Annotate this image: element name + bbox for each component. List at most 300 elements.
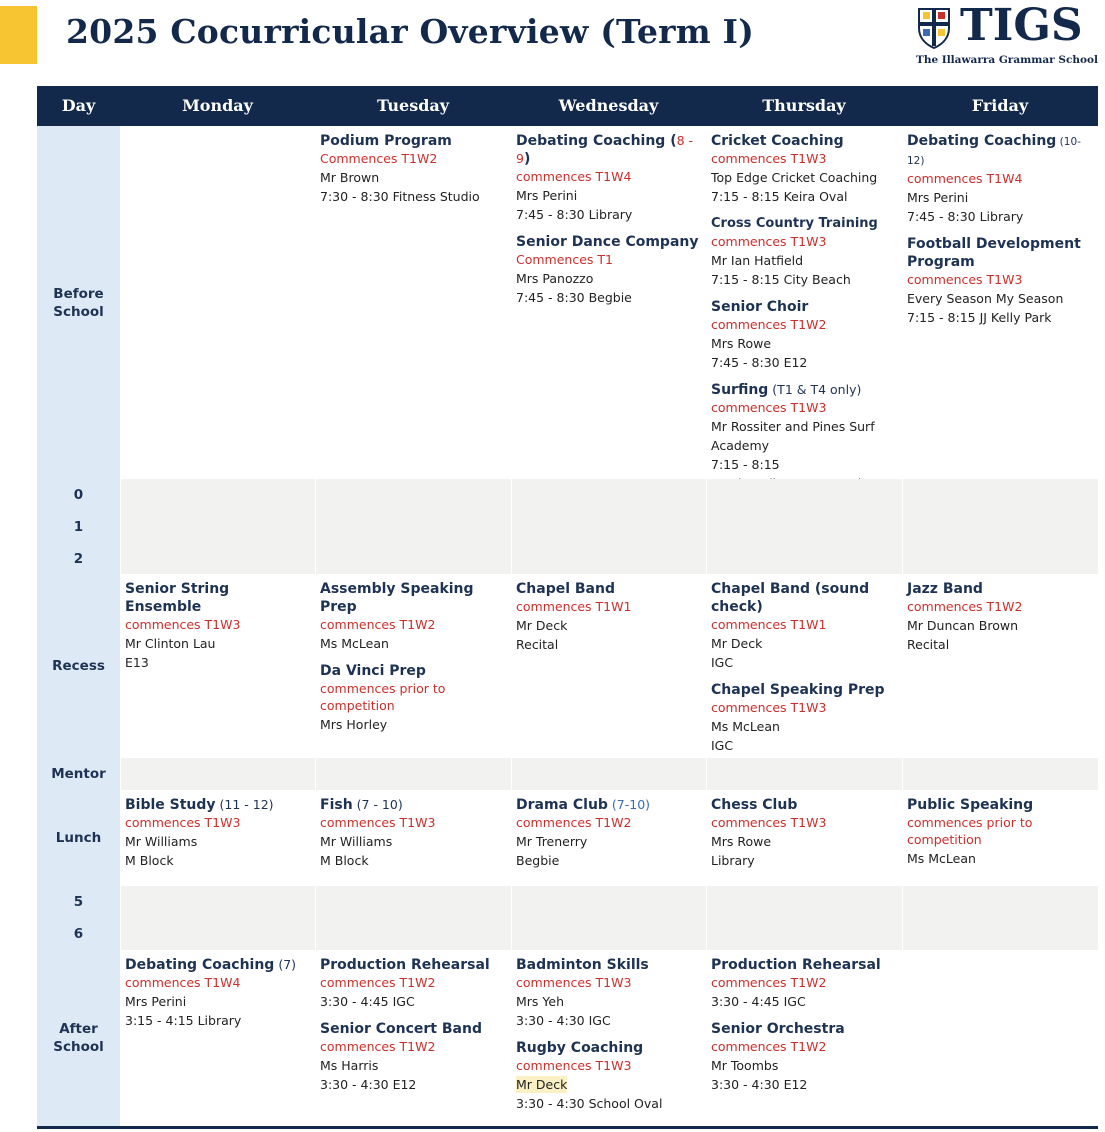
activity-detail: Library	[711, 853, 755, 868]
activity-detail: 7:15 - 8:15	[711, 457, 780, 472]
schedule-cell	[706, 790, 902, 886]
activity-year-range: (7 - 10)	[352, 797, 403, 812]
activity-detail: Mrs Perini	[125, 994, 187, 1009]
commence-note: commences T1W2	[320, 617, 436, 632]
activity-entry	[125, 796, 310, 869]
activity-detail-row	[711, 735, 897, 754]
schedule-cell	[120, 886, 315, 918]
activity-detail-row	[711, 333, 897, 352]
commence-note: commences T1W3	[907, 272, 1023, 287]
schedule-cell	[120, 950, 315, 1126]
activity-detail-row	[125, 831, 310, 850]
activity-name: Public Speaking	[907, 797, 1034, 813]
commence-note: commences T1W2	[711, 317, 827, 332]
table-header-row	[37, 86, 1098, 126]
activity-detail-row	[320, 1055, 506, 1074]
activity-title	[125, 580, 310, 616]
activity-detail-row	[711, 991, 897, 1010]
school-crest-icon	[916, 6, 952, 50]
activity-detail-row	[516, 850, 701, 869]
activity-title	[907, 235, 1093, 271]
activity-entry	[516, 796, 701, 869]
schedule-cell	[511, 918, 706, 950]
column-header-day: Day	[61, 96, 96, 115]
activity-detail: 3:15 - 4:15 Library	[125, 1013, 242, 1028]
activity-detail: M Block	[320, 853, 369, 868]
activity-year-range: 8 - 9	[516, 133, 694, 166]
activity-detail: Ms Harris	[320, 1058, 379, 1073]
day-label: 0	[37, 479, 120, 511]
activity-detail: Mrs Perini	[516, 188, 578, 203]
activity-entry	[516, 580, 701, 653]
activity-detail: 3:30 - 4:30 IGC	[516, 1013, 611, 1028]
activity-detail-row	[320, 186, 506, 205]
activity-detail-row	[711, 633, 897, 652]
school-logo	[912, 0, 1098, 68]
activity-entry	[320, 956, 506, 1010]
schedule-cell	[706, 126, 902, 479]
activity-name: Senior Orchestra	[711, 1021, 845, 1037]
activity-entry	[320, 796, 506, 869]
activity-title	[516, 132, 701, 168]
activity-name: Surfing	[711, 382, 769, 398]
activity-detail: Mr Brown	[320, 170, 380, 185]
activity-detail-row	[907, 848, 1093, 867]
column-header-wednesday: Wednesday	[558, 96, 659, 115]
commence-note: commences T1W2	[711, 1039, 827, 1054]
activity-detail-row	[320, 1074, 506, 1093]
activity-detail-row	[516, 1093, 701, 1112]
activity-year-range: (7-10)	[607, 797, 651, 812]
schedule-cell	[120, 479, 315, 511]
activity-detail-row	[711, 831, 897, 850]
activity-title	[320, 662, 506, 680]
activity-entry	[516, 132, 701, 223]
day-label: 5	[37, 886, 120, 918]
activity-name: Podium Program	[320, 133, 452, 149]
column-header-tuesday: Tuesday	[376, 96, 450, 115]
activity-title	[907, 796, 1093, 814]
activity-title	[711, 381, 897, 399]
activity-detail: Mr Toombs	[711, 1058, 779, 1073]
activity-entry	[125, 956, 310, 1029]
table-row	[37, 950, 1098, 1126]
activity-detail-row	[516, 1010, 701, 1029]
activity-entry	[711, 580, 897, 671]
activity-detail-row	[907, 615, 1093, 634]
activity-detail: Mr Duncan Brown	[907, 618, 1019, 633]
commence-note: commences T1W3	[711, 815, 827, 830]
schedule-cell	[902, 126, 1098, 479]
activity-detail: Mr Deck	[516, 1077, 568, 1092]
activity-year-range-close: )	[523, 151, 531, 167]
schedule-cell	[902, 918, 1098, 950]
activity-detail-row	[320, 714, 506, 733]
activity-detail: Mr Rossiter and Pines Surf Academy	[711, 419, 875, 453]
activity-title	[320, 956, 506, 974]
activity-entry	[711, 215, 897, 288]
activity-entry	[907, 235, 1093, 326]
schedule-cell	[315, 126, 511, 479]
activity-detail-row	[711, 1074, 897, 1093]
activity-name: Rugby Coaching	[516, 1040, 644, 1056]
activity-detail: 7:15 - 8:15 Keira Oval	[711, 189, 848, 204]
schedule-cell	[902, 950, 1098, 1126]
activity-name: Fish	[320, 797, 353, 813]
column-header-friday: Friday	[971, 96, 1029, 115]
activity-detail: 7:45 - 8:30 Begbie	[516, 290, 632, 305]
logo-tagline: The Illawarra Grammar School	[916, 54, 1098, 66]
activity-entry	[320, 662, 506, 733]
commence-note: Commences T1	[516, 252, 613, 267]
table-row	[37, 479, 1098, 511]
schedule-cell	[315, 543, 511, 574]
activity-detail: 7:45 - 8:30 Library	[907, 209, 1024, 224]
schedule-cell	[902, 758, 1098, 790]
activity-name: Production Rehearsal	[320, 957, 490, 973]
schedule-cell	[120, 543, 315, 574]
commence-note: Commences T1W2	[320, 151, 438, 166]
activity-title	[711, 298, 897, 316]
commence-note: commences T1W3	[711, 151, 827, 166]
activity-detail-row	[516, 1074, 701, 1093]
activity-detail-row	[125, 991, 310, 1010]
activity-name: Chapel Speaking Prep	[711, 682, 885, 698]
activity-title	[320, 580, 506, 616]
schedule-cell	[120, 790, 315, 886]
day-label: Mentor	[37, 758, 120, 790]
day-label: 6	[37, 918, 120, 950]
activity-title	[711, 1020, 897, 1038]
activity-detail-row	[320, 850, 506, 869]
activity-title	[516, 1039, 701, 1057]
activity-detail-row	[907, 187, 1093, 206]
schedule-cell	[902, 543, 1098, 574]
day-label: After School	[37, 950, 120, 1126]
schedule-cell	[120, 758, 315, 790]
activity-detail: Every Season My Season	[907, 291, 1064, 306]
activity-name: Chapel Band	[516, 581, 615, 597]
activity-detail: Recital	[907, 637, 950, 652]
column-header-thursday: Thursday	[762, 96, 846, 115]
activity-entry	[320, 132, 506, 205]
activity-title	[320, 796, 506, 814]
activity-title	[516, 233, 701, 251]
activity-name: Senior String Ensemble	[125, 581, 230, 615]
activity-title	[125, 956, 310, 974]
activity-detail-row	[711, 250, 897, 269]
activity-name: Senior Choir	[711, 299, 809, 315]
activity-entry	[907, 132, 1093, 225]
activity-detail-row	[907, 288, 1093, 307]
table-row	[37, 543, 1098, 574]
activity-year-range: (11 - 12)	[215, 797, 274, 812]
activity-entry	[516, 1039, 701, 1112]
schedule-cell	[706, 511, 902, 543]
activity-title	[711, 681, 897, 699]
logo-wordmark: TIGS	[960, 0, 1083, 51]
activity-detail-row	[516, 634, 701, 653]
activity-detail: Mr Ian Hatfield	[711, 253, 804, 268]
schedule-cell	[511, 511, 706, 543]
activity-detail-row	[907, 307, 1093, 326]
activity-name: Assembly Speaking Prep	[320, 581, 474, 615]
table-row	[37, 126, 1098, 479]
activity-year-range: (10-12)	[907, 136, 1081, 167]
activity-detail-row	[711, 352, 897, 371]
schedule-cell	[315, 758, 511, 790]
schedule-cell	[706, 950, 902, 1126]
commence-note: commences T1W2	[320, 1039, 436, 1054]
accent-bar	[0, 6, 37, 64]
activity-entry	[711, 1020, 897, 1093]
activity-title	[516, 956, 701, 974]
activity-detail: Top Edge Cricket Coaching	[711, 170, 878, 185]
activity-year-range: (7)	[274, 957, 297, 972]
commence-note: commences T1W4	[125, 975, 241, 990]
activity-detail: 3:30 - 4:30 E12	[711, 1077, 808, 1092]
activity-title	[711, 132, 897, 150]
activity-detail-row	[711, 186, 897, 205]
activity-name: Senior Concert Band	[320, 1021, 482, 1037]
activity-title	[516, 796, 701, 814]
activity-entry	[516, 233, 701, 306]
schedule-cell	[511, 950, 706, 1126]
activity-detail: Mrs Horley	[320, 717, 388, 732]
schedule-cell	[511, 574, 706, 758]
schedule-cell	[706, 758, 902, 790]
activity-detail: Mrs Rowe	[711, 336, 772, 351]
activity-detail-row	[711, 416, 897, 454]
commence-note: commences T1W3	[125, 617, 241, 632]
commence-note: commences T1W3	[711, 700, 827, 715]
activity-detail-row	[320, 991, 506, 1010]
activity-title	[711, 215, 897, 233]
activity-title	[711, 796, 897, 814]
activity-title	[907, 580, 1093, 598]
day-label: Lunch	[37, 790, 120, 886]
activity-entry	[711, 132, 897, 205]
commence-note: commences T1W3	[711, 234, 827, 249]
commence-note: commences T1W3	[516, 1058, 632, 1073]
activity-detail-row	[711, 652, 897, 671]
commence-note: commences T1W2	[907, 599, 1023, 614]
schedule-cell	[902, 790, 1098, 886]
schedule-cell	[120, 574, 315, 758]
schedule-cell	[902, 574, 1098, 758]
page-title: 2025 Cocurricular Overview (Term I)	[66, 12, 755, 51]
activity-detail: Ms McLean	[907, 851, 976, 866]
commence-note: commences T1W2	[516, 815, 632, 830]
activity-detail-row	[516, 185, 701, 204]
activity-name: Chess Club	[711, 797, 798, 813]
activity-detail: 3:30 - 4:30 E12	[320, 1077, 417, 1092]
commence-note: commences T1W2	[711, 975, 827, 990]
commence-note: commences T1W3	[320, 815, 436, 830]
activity-entry	[711, 956, 897, 1010]
schedule-cell	[902, 886, 1098, 918]
activity-name: Debating Coaching (	[516, 133, 677, 149]
table-row	[37, 758, 1098, 790]
schedule-cell	[315, 790, 511, 886]
schedule-cell	[120, 511, 315, 543]
table-row	[37, 886, 1098, 918]
commence-note: commences prior to competition	[907, 815, 1033, 847]
activity-title	[320, 132, 506, 150]
activity-title	[907, 132, 1093, 170]
activity-detail: Mrs Rowe	[711, 834, 772, 849]
activity-detail-row	[711, 167, 897, 186]
table-row	[37, 511, 1098, 543]
activity-detail: 7:15 - 8:15 City Beach	[711, 272, 851, 287]
activity-detail: IGC	[711, 738, 734, 753]
commence-note: commences T1W2	[320, 975, 436, 990]
activity-entry	[516, 956, 701, 1029]
commence-note: commences T1W3	[125, 815, 241, 830]
activity-detail-row	[125, 1010, 310, 1029]
schedule-cell	[120, 126, 315, 479]
activity-detail-row	[516, 204, 701, 223]
schedule-cell	[706, 479, 902, 511]
schedule-cell	[706, 918, 902, 950]
schedule-cell	[706, 886, 902, 918]
activity-name: Cross Country Training	[711, 216, 878, 231]
activity-detail: Mrs Perini	[907, 190, 969, 205]
activity-detail-row	[516, 268, 701, 287]
commence-note: commences T1W1	[516, 599, 632, 614]
activity-detail: 7:45 - 8:30 E12	[711, 355, 808, 370]
activity-detail: Begbie	[516, 853, 560, 868]
commence-note: commences T1W3	[711, 400, 827, 415]
activity-detail: M Block	[125, 853, 174, 868]
activity-name: Production Rehearsal	[711, 957, 881, 973]
column-header-monday: Monday	[182, 96, 253, 115]
activity-detail: IGC	[711, 655, 734, 670]
activity-detail: Mrs Yeh	[516, 994, 564, 1009]
activity-detail: 3:30 - 4:30 School Oval	[516, 1096, 663, 1111]
activity-detail: Mr Deck	[516, 618, 568, 633]
activity-name: Badminton Skills	[516, 957, 649, 973]
activity-name: Jazz Band	[907, 581, 983, 597]
schedule-cell	[511, 886, 706, 918]
bottom-rule	[37, 1126, 1098, 1129]
schedule-cell	[902, 479, 1098, 511]
activity-detail-row	[711, 850, 897, 869]
activity-detail: Mrs Panozzo	[516, 271, 594, 286]
day-label: 1	[37, 511, 120, 543]
activity-entry	[711, 298, 897, 371]
activity-detail: E13	[125, 655, 149, 670]
activity-detail: 3:30 - 4:45 IGC	[711, 994, 806, 1009]
activity-title	[516, 580, 701, 598]
activity-detail-row	[516, 615, 701, 634]
schedule-cell	[315, 886, 511, 918]
commence-note: commences T1W4	[516, 169, 632, 184]
activity-detail-row	[711, 269, 897, 288]
commence-note: commences T1W3	[516, 975, 632, 990]
activity-entry	[711, 381, 897, 492]
activity-detail: Mr Clinton Lau	[125, 636, 216, 651]
day-label: 2	[37, 543, 120, 574]
schedule-cell	[902, 511, 1098, 543]
schedule-cell	[315, 511, 511, 543]
activity-name: Debating Coaching	[907, 133, 1057, 149]
activity-detail: Mr Deck	[711, 636, 763, 651]
activity-detail: 7:45 - 8:30 Library	[516, 207, 633, 222]
schedule-cell	[315, 574, 511, 758]
schedule-cell	[511, 758, 706, 790]
activity-entry	[907, 580, 1093, 653]
schedule-cell	[511, 126, 706, 479]
activity-entry	[125, 580, 310, 671]
activity-name: Bible Study	[125, 797, 216, 813]
schedule-cell	[706, 574, 902, 758]
activity-detail: Recital	[516, 637, 559, 652]
activity-detail: Mr Trenerry	[516, 834, 588, 849]
schedule-cell	[511, 543, 706, 574]
activity-detail-row	[516, 831, 701, 850]
schedule-cell	[315, 918, 511, 950]
schedule-cell	[315, 479, 511, 511]
schedule-cell	[120, 918, 315, 950]
activity-entry	[907, 796, 1093, 867]
activity-name: Drama Club	[516, 797, 608, 813]
activity-year-range: (T1 & T4 only)	[768, 382, 862, 397]
activity-detail-row	[320, 633, 506, 652]
activity-detail: Mr Williams	[125, 834, 198, 849]
activity-title	[125, 796, 310, 814]
activity-entry	[320, 1020, 506, 1093]
schedule-cell	[706, 543, 902, 574]
activity-name: Debating Coaching	[125, 957, 275, 973]
activity-entry	[320, 580, 506, 652]
day-label: Before School	[37, 126, 120, 479]
activity-entry	[711, 681, 897, 754]
activity-detail-row	[711, 716, 897, 735]
activity-detail-row	[125, 850, 310, 869]
activity-detail-row	[125, 652, 310, 671]
activity-detail-row	[907, 634, 1093, 653]
activity-detail-row	[907, 206, 1093, 225]
activity-name: Chapel Band (sound check)	[711, 581, 870, 615]
commence-note: commences T1W1	[711, 617, 827, 632]
activity-detail-row	[320, 167, 506, 186]
activity-title	[711, 580, 897, 616]
activity-detail-row	[516, 991, 701, 1010]
activity-name: Football Development Program	[907, 236, 1081, 270]
commence-note: commences prior to competition	[320, 681, 446, 713]
activity-name: Cricket Coaching	[711, 133, 844, 149]
activity-detail: Ms McLean	[320, 636, 389, 651]
schedule-cell	[511, 790, 706, 886]
activity-detail: Ms McLean	[711, 719, 780, 734]
table-row	[37, 918, 1098, 950]
table-row	[37, 574, 1098, 758]
activity-entry	[711, 796, 897, 869]
activity-name: Senior Dance Company	[516, 234, 699, 250]
activity-detail-row	[320, 831, 506, 850]
activity-detail-row	[711, 454, 897, 473]
activity-detail: Mr Williams	[320, 834, 393, 849]
activity-detail: 7:15 - 8:15 JJ Kelly Park	[907, 310, 1052, 325]
activity-detail: 7:30 - 8:30 Fitness Studio	[320, 189, 480, 204]
activity-title	[320, 1020, 506, 1038]
activity-name: Da Vinci Prep	[320, 663, 426, 679]
table-row	[37, 790, 1098, 886]
activity-detail-row	[516, 287, 701, 306]
activity-detail-row	[125, 633, 310, 652]
commence-note: commences T1W4	[907, 171, 1023, 186]
